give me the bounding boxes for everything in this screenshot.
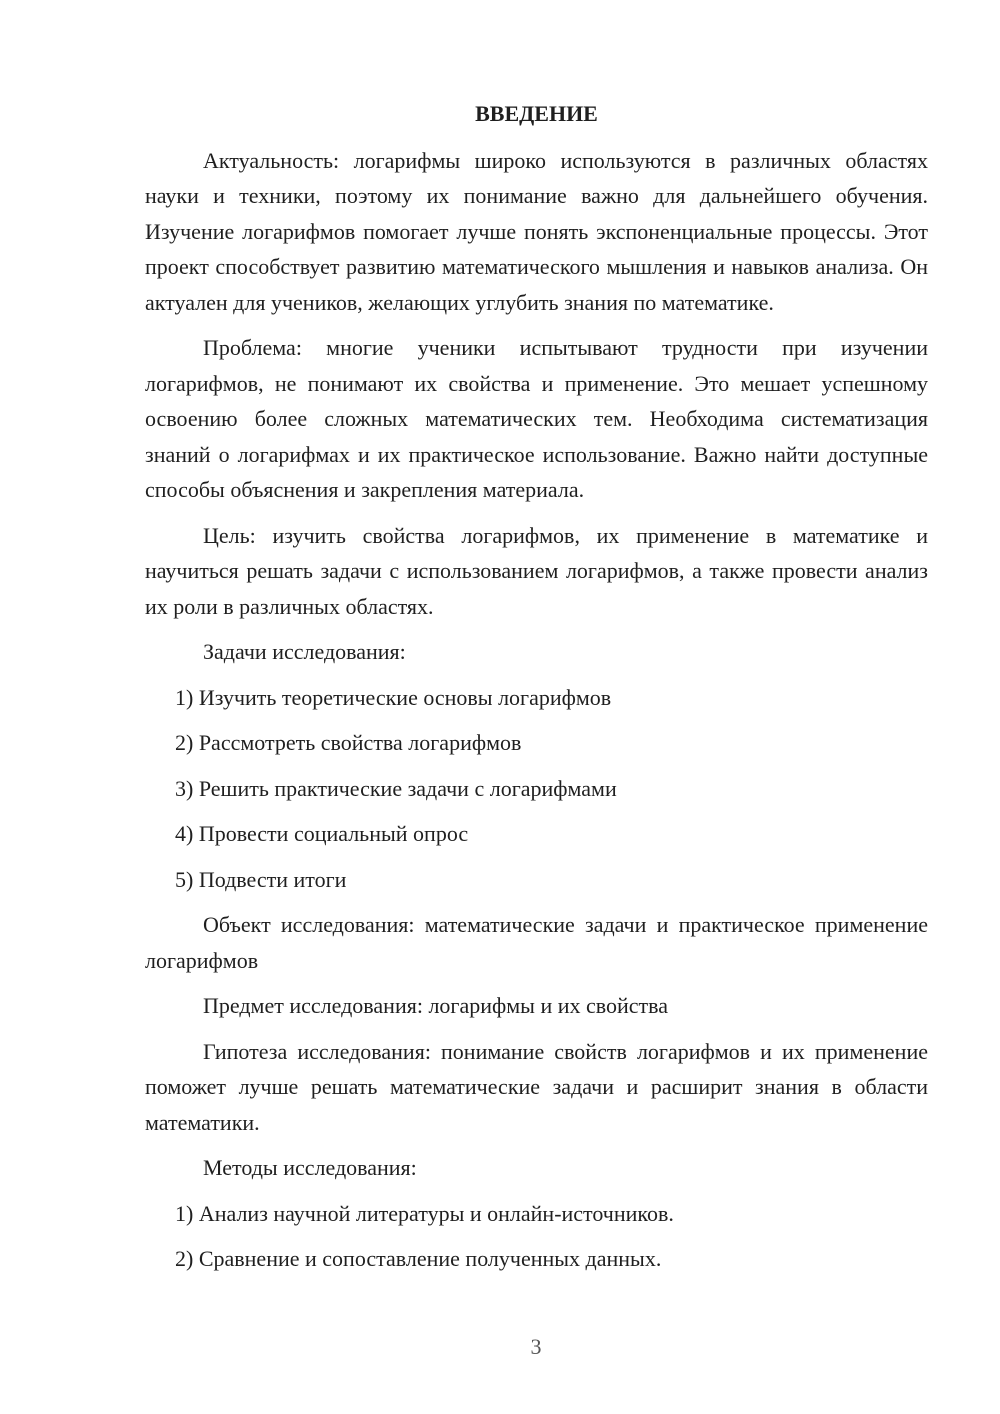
- page-number: 3: [530, 1334, 542, 1359]
- page-title: ВВЕДЕНИЕ: [475, 101, 598, 126]
- list-item: 2) Сравнение и сопоставление полученных данных.: [175, 1246, 662, 1271]
- list-item: 1) Изучить теоретические основы логарифмов: [175, 684, 612, 710]
- list-item: 2) Рассмотреть свойства логарифмов: [175, 730, 522, 755]
- tasks-heading: Задачи исследования:: [203, 639, 406, 664]
- methods-heading: Методы исследования:: [203, 1155, 417, 1180]
- goal-paragraph: Цель: изучить свойства логарифмов, их применение в математике и научиться решать задачи с использованием логарифмов, а также провести анализ их роли в различных областях.: [145, 522, 928, 619]
- hypothesis-paragraph: Гипотеза исследования: понимание свойств логарифмов и их применение поможет лучше решать математические задачи и расширит знания в области математики.: [145, 1038, 928, 1135]
- list-item: 3) Решить практические задачи с логарифмами: [175, 775, 617, 801]
- subject-paragraph: Предмет исследования: логарифмы и их свойства: [203, 993, 669, 1018]
- list-item: 1) Анализ научной литературы и онлайн-источников.: [175, 1200, 674, 1226]
- list-item: 5) Подвести итоги: [175, 866, 347, 892]
- tasks-list: [145, 680, 928, 898]
- methods-list: [145, 1196, 928, 1277]
- object-paragraph: Объект исследования: математические задачи и практическое применение логарифмов: [145, 912, 928, 973]
- list-item: 4) Провести социальный опрос: [175, 821, 469, 846]
- relevance-paragraph: Актуальность: логарифмы широко используются в различных областях науки и техники, поэтому их понимание важно для дальнейшего обучения. Изучение логарифмов помогает лучше понять экспоненциальные процессы. Этот проект способствует развитию математического мышления и навыков анализа. Он актуален для учеников, желающих углубить знания по математике.: [145, 147, 928, 315]
- problem-paragraph: Проблема: многие ученики испытывают трудности при изучении логарифмов, не понимают их свойства и применение. Это мешает успешному освоению более сложных математических тем. Необходима систематизация знаний о логарифмах и их практическое использование. Важно найти доступные способы объяснения и закрепления материала.: [145, 335, 928, 502]
- page-content: [145, 96, 928, 1287]
